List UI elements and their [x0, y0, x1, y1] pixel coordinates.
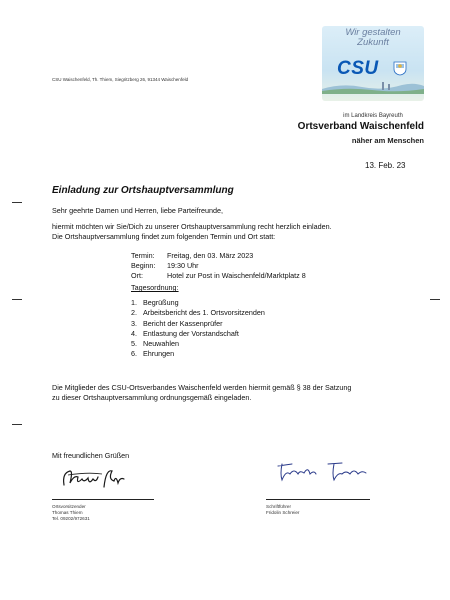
fold-mark-middle [12, 299, 22, 300]
signature-caption-left: Ortsvorsitzender Thomas Thiem Tel. 09202/972631 [52, 504, 90, 521]
fold-mark-right [430, 299, 440, 300]
org-name: Ortsverband Waischenfeld [297, 121, 424, 132]
logo-wordmark: CSU [337, 58, 379, 79]
fold-mark-top [12, 202, 22, 203]
agenda-title: Tagesordnung: [131, 283, 179, 292]
detail-row-location: Ort: Hotel zur Post in Waischenfeld/Marktplatz 8 [131, 271, 306, 280]
intro-line-2: Die Ortshauptversammlung findet zum folgenden Termin und Ort statt: [52, 232, 276, 241]
signature-secretary [272, 460, 372, 484]
signature-line-right [266, 499, 370, 500]
statute-line-1: Die Mitglieder des CSU-Ortsverbandes Waischenfeld werden hiermit gemäß § 38 der Satzung [52, 383, 352, 392]
detail-row-start: Beginn: 19:30 Uhr [131, 261, 199, 270]
closing-greeting: Mit freundlichen Grüßen [52, 451, 130, 460]
meeting-details [131, 251, 306, 281]
landscape-graphic [322, 80, 424, 94]
fold-mark-bottom [12, 424, 22, 425]
logo-slogan: Wir gestalten Zukunft [345, 27, 401, 48]
agenda-item: 1. Begrüßung [131, 298, 179, 307]
detail-row-date: Termin: Freitag, den 03. März 2023 [131, 251, 254, 260]
salutation: Sehr geehrte Damen und Herren, liebe Parteifreunde, [52, 206, 224, 215]
agenda-list [131, 298, 265, 360]
org-tagline: näher am Menschen [351, 136, 424, 145]
letter-date: 13. Feb. 23 [365, 161, 406, 170]
signature-line-left [52, 499, 154, 500]
csu-logo [322, 26, 424, 119]
agenda-item: 4. Entlastung der Vorstandschaft [131, 328, 239, 338]
agenda-item: 6. Ehrungen [131, 349, 175, 359]
statute-line-2: zu dieser Ortshauptversammlung ordnungsgemäß eingeladen. [52, 393, 252, 402]
signature-chairman [58, 463, 128, 493]
sender-address-line: CSU Waischenfeld, Th. Thiem, Siegritzberg 26, 91344 Waischenfeld [52, 77, 189, 82]
logo-region: im Landkreis Bayreuth [343, 113, 403, 119]
agenda-item: 2. Arbeitsbericht des 1. Ortsvorsitzenden [131, 308, 265, 318]
bavarian-lion-icon [392, 58, 408, 76]
agenda-item: 3. Bericht der Kassenprüfer [131, 318, 223, 328]
intro-line-1: hiermit möchten wir Sie/Dich zu unserer Ortshauptversammlung recht herzlich einladen. [52, 222, 332, 231]
agenda-item: 5. Neuwahlen [131, 339, 179, 349]
signature-caption-right: Schriftführer Fridolin Schreier [266, 504, 300, 515]
letter-heading: Einladung zur Ortshauptversammlung [52, 185, 234, 196]
